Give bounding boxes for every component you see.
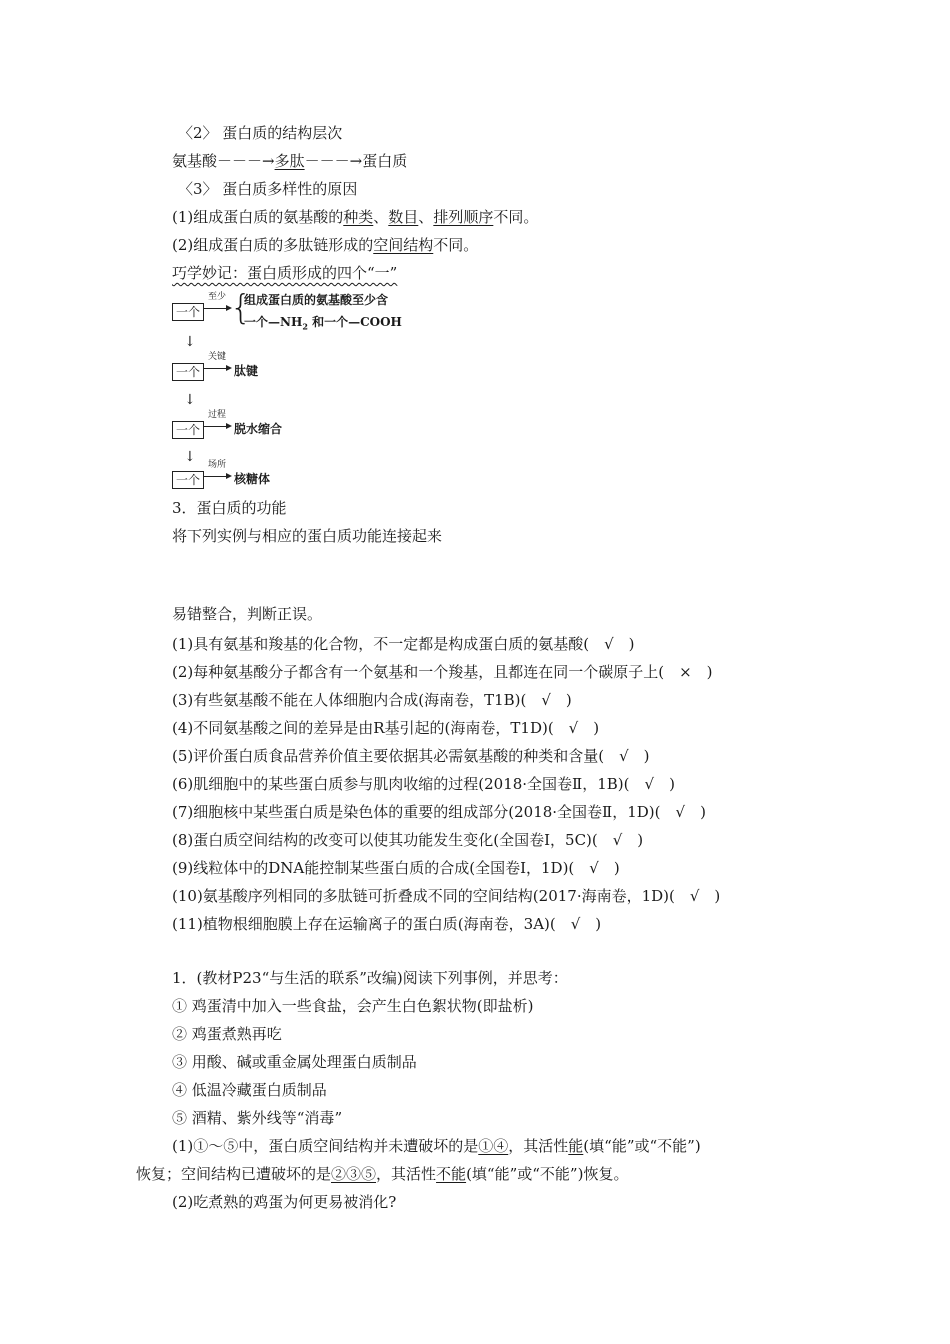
judge-item-1: (1)具有氨基和羧基的化合物，不一定都是构成蛋白质的氨基酸( √ )	[172, 635, 635, 653]
case-4: ④ 低温冷藏蛋白质制品	[172, 1081, 327, 1099]
diversity-reason-1: (1)组成蛋白质的氨基酸的种类、数目、排列顺序不同。	[172, 208, 539, 226]
judge-item-7: (7)细胞核中某些蛋白质是染色体的重要的组成部分(2018·全国卷Ⅱ，1D)( √ )	[172, 803, 706, 821]
function-instruction: 将下列实例与相应的蛋白质功能连接起来	[172, 527, 443, 545]
diagram-box-1: 一个	[172, 303, 204, 321]
diagram-arrow-4: 场所	[204, 464, 232, 484]
diversity-reason-2: (2)组成蛋白质的多肽链形成的空间结构不同。	[172, 236, 479, 254]
judge-item-5: (5)评价蛋白质食品营养价值主要依据其必需氨基酸的种类和含量( √ )	[172, 747, 650, 765]
judge-item-4: (4)不同氨基酸之间的差异是由R基引起的(海南卷，T1D)( √ )	[172, 719, 600, 737]
structure-hierarchy: 氨基酸－－－→多肽－－－→蛋白质	[172, 152, 408, 170]
diagram-arrow-3: 过程	[204, 414, 232, 434]
mnemonic-title: 巧学妙记：蛋白质形成的四个“一”	[172, 264, 398, 282]
diversity-heading: 〈3〉 蛋白质多样性的原因	[178, 180, 358, 198]
diagram-arrow-1: 至少	[204, 296, 232, 316]
diagram-down-arrow-2: ↓	[184, 392, 196, 408]
diagram-brace: {	[230, 288, 252, 328]
diagram-arrow-2: 关键	[204, 356, 232, 376]
structure-level-heading: 〈2〉 蛋白质的结构层次	[178, 124, 343, 142]
judge-item-8: (8)蛋白质空间结构的改变可以使其功能发生变化(全国卷Ⅰ，5C)( √ )	[172, 831, 644, 849]
case-5: ⑤ 酒精、紫外线等“消毒”	[172, 1109, 343, 1127]
case-3: ③ 用酸、碱或重金属处理蛋白质制品	[172, 1053, 417, 1071]
case-1: ① 鸡蛋清中加入一些食盐，会产生白色絮状物(即盐析)	[172, 997, 534, 1015]
diagram-row2-text: 肽键	[234, 364, 259, 378]
judge-item-6: (6)肌细胞中的某些蛋白质参与肌肉收缩的过程(2018·全国卷Ⅱ，1B)( √ )	[172, 775, 675, 793]
diagram-row4-text: 核糖体	[234, 472, 271, 486]
judge-item-9: (9)线粒体中的DNA能控制某些蛋白质的合成(全国卷Ⅰ，1D)( √ )	[172, 859, 620, 877]
function-heading: 3．蛋白质的功能	[172, 499, 287, 517]
question-2: (2)吃煮熟的鸡蛋为何更易被消化?	[172, 1193, 397, 1211]
judge-item-11: (11)植物根细胞膜上存在运输离子的蛋白质(海南卷，3A)( √ )	[172, 915, 602, 933]
judge-item-2: (2)每种氨基酸分子都含有一个氨基和一个羧基，且都连在同一个碳原子上( × )	[172, 663, 713, 681]
diagram-box-3: 一个	[172, 421, 204, 439]
question-1-line-2: 恢复；空间结构已遭破坏的是②③⑤，其活性不能(填“能”或“不能”)恢复。	[136, 1165, 629, 1183]
diagram-box-4: 一个	[172, 471, 204, 489]
question-intro: 1．(教材P23“与生活的联系”改编)阅读下列事例，并思考：	[172, 969, 568, 987]
judge-title: 易错整合，判断正误。	[172, 605, 323, 623]
diagram-down-arrow-1: ↓	[184, 334, 196, 350]
case-2: ② 鸡蛋煮熟再吃	[172, 1025, 282, 1043]
judge-item-3: (3)有些氨基酸不能在人体细胞内合成(海南卷，T1B)( √ )	[172, 691, 572, 709]
question-1-line-1: (1)①～⑤中，蛋白质空间结构并未遭破坏的是①④，其活性能(填“能”或“不能”)	[172, 1137, 701, 1155]
judge-item-10: (10)氨基酸序列相同的多肽链可折叠成不同的空间结构(2017·海南卷，1D)( √ )	[172, 887, 721, 905]
diagram-row1-line2: 一个$—NH_2$ 和一个—COOH	[244, 315, 402, 332]
diagram-row3-text: 脱水缩合	[234, 422, 283, 436]
diagram-box-2: 一个	[172, 363, 204, 381]
diagram-row1-line1: 组成蛋白质的氨基酸至少含	[244, 293, 389, 307]
diagram-down-arrow-3: ↓	[184, 449, 196, 465]
